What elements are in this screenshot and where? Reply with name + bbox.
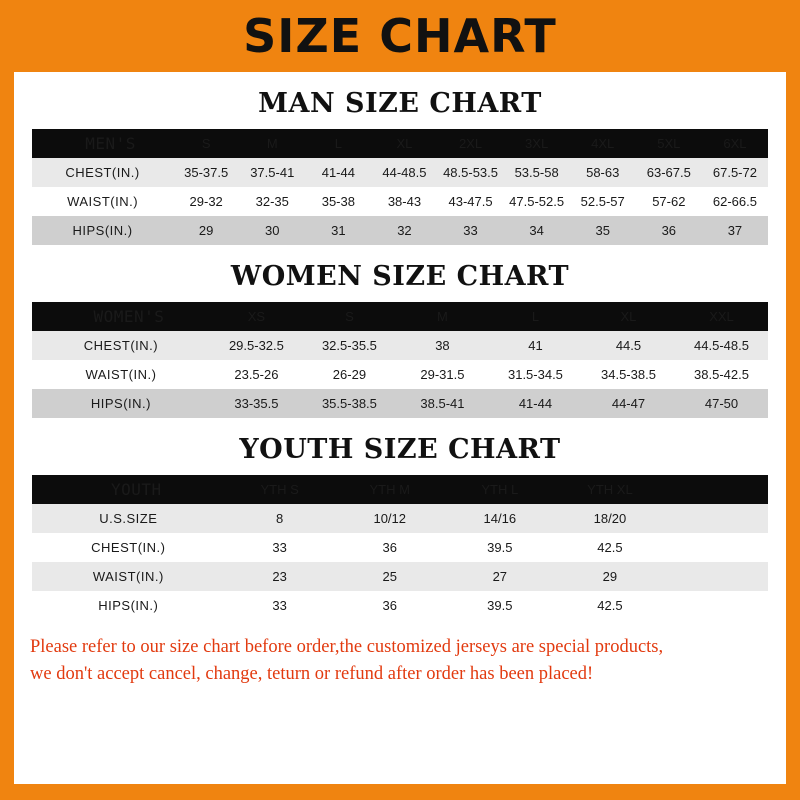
youth-hips-s: 33 [225, 591, 335, 620]
men-size-l: L [305, 129, 371, 158]
youth-hips-label: HIPS(IN.) [32, 591, 225, 620]
youth-waist-xl: 29 [555, 562, 665, 591]
footer-banner [0, 784, 800, 800]
men-chest-row [32, 158, 768, 187]
women-waist-l: 31.5-34.5 [489, 360, 582, 389]
women-chest-l: 41 [489, 331, 582, 360]
header-banner [0, 0, 800, 72]
women-chest-m: 38 [396, 331, 489, 360]
men-chest-4xl: 58-63 [570, 158, 636, 187]
men-size-5xl: 5XL [636, 129, 702, 158]
women-hips-m: 38.5-41 [396, 389, 489, 418]
men-chest-l: 41-44 [305, 158, 371, 187]
youth-ussize-label: U.S.SIZE [32, 504, 225, 533]
men-waist-xl: 38-43 [371, 187, 437, 216]
men-section-title: MAN SIZE CHART [258, 88, 542, 119]
youth-hips-xl: 42.5 [555, 591, 665, 620]
men-size-3xl: 3XL [504, 129, 570, 158]
men-size-4xl: 4XL [570, 129, 636, 158]
youth-waist-m: 25 [335, 562, 445, 591]
men-size-6xl: 6XL [702, 129, 768, 158]
men-size-xl: XL [371, 129, 437, 158]
men-hips-label: HIPS(IN.) [32, 216, 173, 245]
women-waist-row [32, 360, 768, 389]
women-hips-l: 41-44 [489, 389, 582, 418]
women-hips-xl: 44-47 [582, 389, 675, 418]
men-size-2xl: 2XL [437, 129, 503, 158]
footer-disclaimer [30, 634, 770, 688]
youth-chest-s: 33 [225, 533, 335, 562]
youth-chest-m: 36 [335, 533, 445, 562]
men-waist-label: WAIST(IN.) [32, 187, 173, 216]
youth-header-spacer [665, 475, 768, 504]
youth-hips-row [32, 591, 768, 620]
women-hips-xs: 33-35.5 [210, 389, 303, 418]
women-chest-xxl: 44.5-48.5 [675, 331, 768, 360]
youth-chest-row [32, 533, 768, 562]
men-chest-m: 37.5-41 [239, 158, 305, 187]
youth-size-s: YTH S [225, 475, 335, 504]
youth-ussize-l: 14/16 [445, 504, 555, 533]
men-hips-6xl: 37 [702, 216, 768, 245]
men-size-s: S [173, 129, 239, 158]
men-hips-s: 29 [173, 216, 239, 245]
youth-size-section [14, 434, 786, 620]
youth-chest-spacer [665, 533, 768, 562]
men-size-table [32, 129, 768, 245]
women-chest-row [32, 331, 768, 360]
youth-waist-s: 23 [225, 562, 335, 591]
women-chest-s: 32.5-35.5 [303, 331, 396, 360]
women-chest-label: CHEST(IN.) [32, 331, 210, 360]
youth-section-title: YOUTH SIZE CHART [239, 434, 561, 465]
women-waist-xs: 23.5-26 [210, 360, 303, 389]
men-table-header-row [32, 129, 768, 158]
youth-table-header-row [32, 475, 768, 504]
youth-chest-l: 39.5 [445, 533, 555, 562]
men-header-label: MEN'S [32, 129, 173, 158]
women-waist-xl: 34.5-38.5 [582, 360, 675, 389]
men-size-m: M [239, 129, 305, 158]
youth-ussize-m: 10/12 [335, 504, 445, 533]
youth-ussize-row [32, 504, 768, 533]
women-size-l: L [489, 302, 582, 331]
youth-size-table [32, 475, 768, 620]
youth-size-l: YTH L [445, 475, 555, 504]
footer-disclaimer-line1: Please refer to our size chart before order,the customized jerseys are special products, [30, 637, 664, 657]
men-waist-4xl: 52.5-57 [570, 187, 636, 216]
men-waist-5xl: 57-62 [636, 187, 702, 216]
men-chest-label: CHEST(IN.) [32, 158, 173, 187]
men-hips-row [32, 216, 768, 245]
women-hips-xxl: 47-50 [675, 389, 768, 418]
men-size-section [14, 88, 786, 245]
men-waist-6xl: 62-66.5 [702, 187, 768, 216]
youth-header-label: YOUTH [32, 475, 225, 504]
men-chest-xl: 44-48.5 [371, 158, 437, 187]
men-waist-l: 35-38 [305, 187, 371, 216]
women-size-section [14, 261, 786, 418]
women-size-xs: XS [210, 302, 303, 331]
men-chest-2xl: 48.5-53.5 [437, 158, 503, 187]
women-waist-label: WAIST(IN.) [32, 360, 210, 389]
youth-chest-label: CHEST(IN.) [32, 533, 225, 562]
men-waist-2xl: 43-47.5 [437, 187, 503, 216]
youth-ussize-s: 8 [225, 504, 335, 533]
women-size-m: M [396, 302, 489, 331]
women-size-s: S [303, 302, 396, 331]
men-hips-m: 30 [239, 216, 305, 245]
page-title: SIZE CHART [243, 9, 557, 63]
women-chest-xs: 29.5-32.5 [210, 331, 303, 360]
youth-ussize-spacer [665, 504, 768, 533]
men-chest-5xl: 63-67.5 [636, 158, 702, 187]
women-waist-xxl: 38.5-42.5 [675, 360, 768, 389]
youth-waist-spacer [665, 562, 768, 591]
men-chest-6xl: 67.5-72 [702, 158, 768, 187]
women-size-table [32, 302, 768, 418]
men-hips-2xl: 33 [437, 216, 503, 245]
men-waist-m: 32-35 [239, 187, 305, 216]
youth-size-xl: YTH XL [555, 475, 665, 504]
youth-ussize-xl: 18/20 [555, 504, 665, 533]
youth-size-m: YTH M [335, 475, 445, 504]
women-hips-s: 35.5-38.5 [303, 389, 396, 418]
women-hips-row [32, 389, 768, 418]
men-hips-4xl: 35 [570, 216, 636, 245]
men-hips-3xl: 34 [504, 216, 570, 245]
women-table-header-row [32, 302, 768, 331]
footer-disclaimer-line2: we don't accept cancel, change, teturn or refund after order has been placed! [30, 663, 594, 684]
men-chest-s: 35-37.5 [173, 158, 239, 187]
men-hips-5xl: 36 [636, 216, 702, 245]
youth-hips-spacer [665, 591, 768, 620]
women-waist-s: 26-29 [303, 360, 396, 389]
women-waist-m: 29-31.5 [396, 360, 489, 389]
men-chest-3xl: 53.5-58 [504, 158, 570, 187]
men-hips-xl: 32 [371, 216, 437, 245]
youth-chest-xl: 42.5 [555, 533, 665, 562]
youth-waist-label: WAIST(IN.) [32, 562, 225, 591]
youth-waist-l: 27 [445, 562, 555, 591]
youth-hips-l: 39.5 [445, 591, 555, 620]
youth-hips-m: 36 [335, 591, 445, 620]
women-hips-label: HIPS(IN.) [32, 389, 210, 418]
women-size-xl: XL [582, 302, 675, 331]
men-waist-s: 29-32 [173, 187, 239, 216]
women-section-title: WOMEN SIZE CHART [230, 261, 570, 292]
youth-waist-row [32, 562, 768, 591]
women-header-label: WOMEN'S [32, 302, 210, 331]
women-size-xxl: XXL [675, 302, 768, 331]
men-waist-3xl: 47.5-52.5 [504, 187, 570, 216]
women-chest-xl: 44.5 [582, 331, 675, 360]
men-hips-l: 31 [305, 216, 371, 245]
men-waist-row [32, 187, 768, 216]
